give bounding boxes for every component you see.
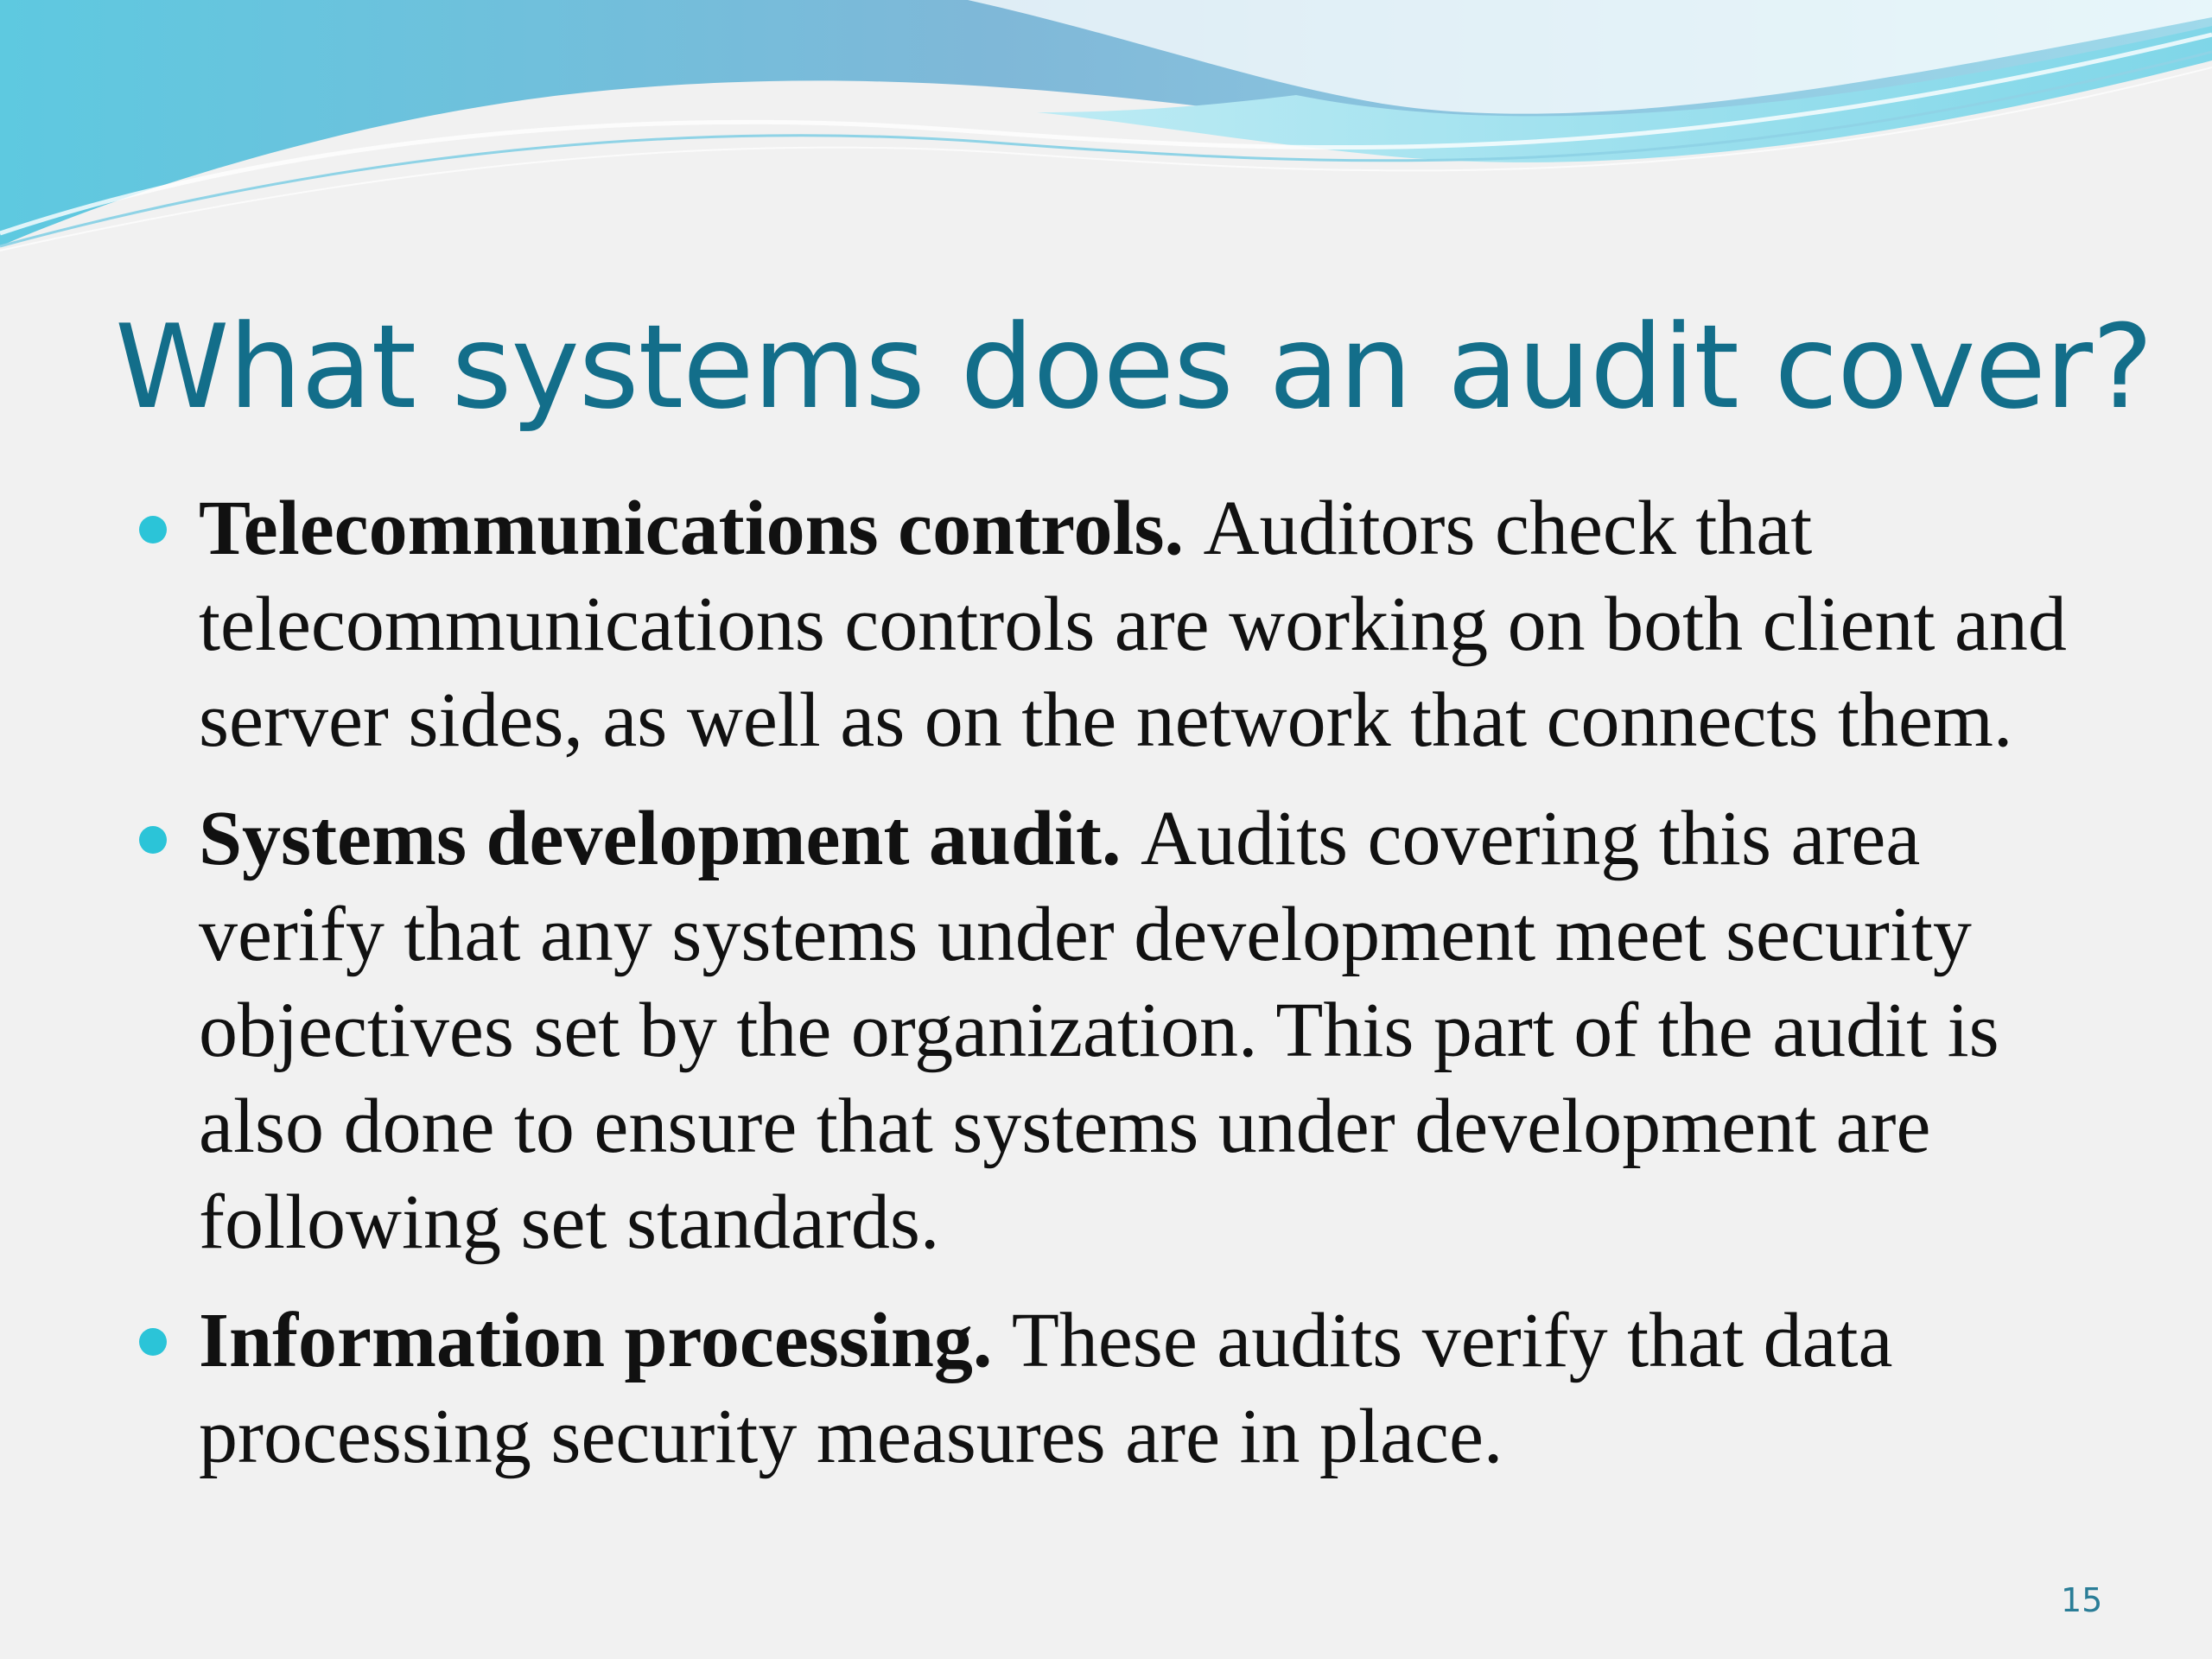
bullet-dot-icon xyxy=(139,826,167,854)
bullet-text: These audits verify that data processing security measures are in place. xyxy=(199,1298,1893,1479)
bullet-item xyxy=(199,480,2082,768)
bullet-dot-icon xyxy=(139,1328,167,1356)
page-number: 15 xyxy=(2061,1581,2103,1619)
bullet-item xyxy=(199,791,2082,1270)
bullet-list xyxy=(199,480,2082,1507)
header-wave-decoration xyxy=(0,0,2212,276)
bullet-term: Information processing. xyxy=(199,1298,1012,1383)
bullet-term: Telecommunications controls. xyxy=(199,486,1204,571)
slide-title: What systems does an audit cover? xyxy=(115,300,2153,435)
bullet-dot-icon xyxy=(139,516,167,543)
bullet-item xyxy=(199,1293,2082,1484)
bullet-term: Systems development audit. xyxy=(199,796,1141,881)
bullet-text: Audits covering this area verify that any systems under development meet security objectives set by the organization. This part of the audit is also done to ensure that systems under development are following set standards. xyxy=(199,796,1999,1265)
bullet-text: Auditors check that telecommunications controls are working on both client and server sides, as well as on the network that connects them. xyxy=(199,486,2067,763)
